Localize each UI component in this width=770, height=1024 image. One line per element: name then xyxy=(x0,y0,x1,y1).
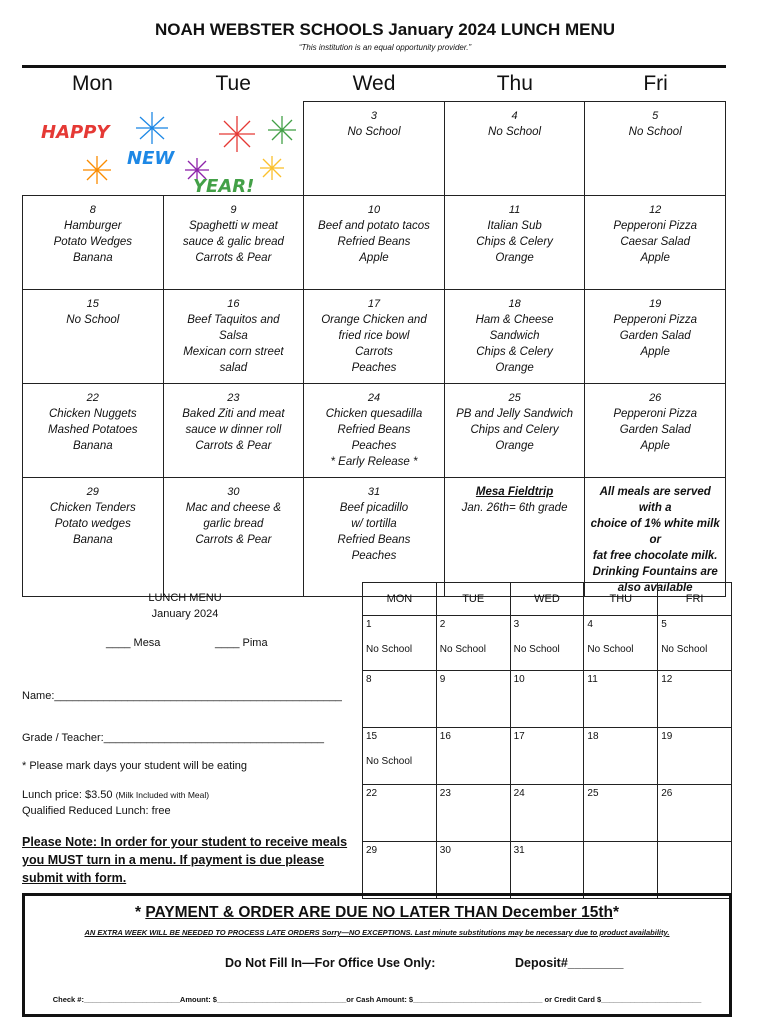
order-day-cell[interactable]: 10 xyxy=(510,671,584,728)
order-day-cell xyxy=(658,842,732,899)
order-day-cell[interactable]: 16 xyxy=(436,728,510,785)
order-day-cell[interactable]: 2 No School xyxy=(436,616,510,671)
happy-new-year-image xyxy=(23,102,304,196)
firework-burst xyxy=(83,112,296,184)
order-day-cell[interactable]: 18 xyxy=(584,728,658,785)
day-cell: 10 Beef and potato tacos Refried Beans Apple xyxy=(304,196,445,290)
order-day-cell[interactable]: 31 xyxy=(510,842,584,899)
deposit-field[interactable]: Deposit#________ xyxy=(515,956,624,970)
day-cell: 12 Pepperoni Pizza Caesar Salad Apple xyxy=(585,196,726,290)
order-day-cell[interactable]: 8 xyxy=(363,671,437,728)
reduced-lunch-price: Qualified Reduced Lunch: free xyxy=(22,805,171,817)
day-cell: 23 Baked Ziti and meat sauce w dinner roll Carrots & Pear xyxy=(163,384,304,478)
page-title: NOAH WEBSTER SCHOOLS January 2024 LUNCH MENU xyxy=(154,20,616,39)
order-day-cell[interactable]: 23 xyxy=(436,785,510,842)
late-order-notice: AN EXTRA WEEK WILL BE NEEDED TO PROCESS LATE ORDERS Sorry—NO EXCEPTIONS. Last minute substitutions may be necessary due to product availability. xyxy=(84,928,670,937)
order-day-cell[interactable]: 22 xyxy=(363,785,437,842)
order-day-cell[interactable]: 12 xyxy=(658,671,732,728)
day-cell: 31 Beef picadillo w/ tortilla Refried Beans Peaches xyxy=(304,478,445,597)
day-cell: 30 Mac and cheese & garlic bread Carrots & Pear xyxy=(163,478,304,597)
day-fri: Fri xyxy=(643,72,668,95)
office-use-label: Do Not Fill In—For Office Use Only: xyxy=(225,956,436,970)
order-day-cell[interactable]: 25 xyxy=(584,785,658,842)
mark-days-instruction: * Please mark days your student will be eating xyxy=(22,760,248,772)
day-cell: 19 Pepperoni Pizza Garden Salad Apple xyxy=(585,290,726,384)
day-wed: Wed xyxy=(352,72,396,95)
fireworks-graphic xyxy=(37,108,305,196)
day-cell: 26 Pepperoni Pizza Garden Salad Apple xyxy=(585,384,726,478)
day-cell: 4 No School xyxy=(444,102,585,196)
order-day-cell[interactable]: 24 xyxy=(510,785,584,842)
order-day-cell[interactable]: 9 xyxy=(436,671,510,728)
name-field[interactable]: Name:_______________________________________________ xyxy=(22,690,342,702)
order-day-cell xyxy=(584,842,658,899)
order-day-cell[interactable]: 15 No School xyxy=(363,728,437,785)
grid-header-tue: TUE xyxy=(436,583,510,616)
day-cell: 3 No School xyxy=(304,102,445,196)
payment-box xyxy=(22,893,732,1017)
lunch-price: Lunch price: $3.50 (Milk Included with Meal) xyxy=(22,789,210,801)
day-mon: Mon xyxy=(71,72,113,95)
weekday-header xyxy=(22,72,726,100)
order-day-cell[interactable]: 11 xyxy=(584,671,658,728)
lunch-menu-form-title: LUNCH MENU January 2024 xyxy=(148,592,222,620)
day-cell: 29 Chicken Tenders Potato wedges Banana xyxy=(23,478,164,597)
page-subtitle: “This institution is an equal opportunity provider.” xyxy=(298,43,472,52)
order-day-cell[interactable]: 3 No School xyxy=(510,616,584,671)
grid-header-wed: WED xyxy=(510,583,584,616)
day-cell: 24 Chicken quesadilla Refried Beans Peaches * Early Release * xyxy=(304,384,445,478)
day-tue: Tue xyxy=(215,72,251,95)
order-day-cell[interactable]: 17 xyxy=(510,728,584,785)
day-cell: 17 Orange Chicken and fried rice bowl Carrots Peaches xyxy=(304,290,445,384)
order-day-cell[interactable]: 30 xyxy=(436,842,510,899)
order-day-cell[interactable]: 26 xyxy=(658,785,732,842)
mesa-option[interactable]: ____ Mesa xyxy=(106,637,161,649)
day-cell: 16 Beef Taquitos and Salsa Mexican corn street salad xyxy=(163,290,304,384)
please-note: Please Note: In order for your student to receive meals you MUST turn in a menu. If payment is due please submit with form. xyxy=(22,835,348,885)
day-cell: 15 No School xyxy=(23,290,164,384)
order-day-cell[interactable]: 1 No School xyxy=(363,616,437,671)
new-text: NEW xyxy=(126,147,174,169)
payment-deadline: * PAYMENT & ORDER ARE DUE NO LATER THAN December 15th* xyxy=(134,904,620,921)
day-cell: 25 PB and Jelly Sandwich Chips and Celery Orange xyxy=(444,384,585,478)
grade-teacher-field[interactable]: Grade / Teacher:____________________________________ xyxy=(22,732,324,744)
milk-note-cell: All meals are served with a choice of 1% white milk or fat free chocolate milk. Drinking Fountains are also available xyxy=(585,478,726,597)
happy-text: HAPPY xyxy=(40,121,109,143)
top-divider xyxy=(22,65,726,68)
day-cell: 8 Hamburger Potato Wedges Banana xyxy=(23,196,164,290)
grid-header-thu: THU xyxy=(584,583,658,616)
order-day-cell[interactable]: 29 xyxy=(363,842,437,899)
year-text: YEAR! xyxy=(192,175,254,196)
day-cell: 5 No School xyxy=(585,102,726,196)
order-day-cell[interactable]: 19 xyxy=(658,728,732,785)
order-grid xyxy=(362,582,732,899)
day-cell: 22 Chicken Nuggets Mashed Potatoes Banana xyxy=(23,384,164,478)
day-thu: Thu xyxy=(496,72,533,95)
day-cell: 18 Ham & Cheese Sandwich Chips & Celery Orange xyxy=(444,290,585,384)
order-day-cell[interactable]: 5 No School xyxy=(658,616,732,671)
order-day-cell[interactable]: 4 No School xyxy=(584,616,658,671)
day-cell: 9 Spaghetti w meat sauce & galic bread Carrots & Pear xyxy=(163,196,304,290)
grid-header-fri: FRI xyxy=(658,583,732,616)
grid-header-mon: MON xyxy=(363,583,437,616)
payment-details-line[interactable]: Check #:_______________________Amount: $_______________________________or Cash Amount: $_______________________________ or Credit Card $________________________ xyxy=(52,995,702,1004)
menu-calendar xyxy=(22,101,726,597)
day-cell: 11 Italian Sub Chips & Celery Orange xyxy=(444,196,585,290)
field-trip-cell: Mesa Fieldtrip Jan. 26th= 6th grade xyxy=(444,478,585,597)
pima-option[interactable]: ____ Pima xyxy=(215,637,268,649)
